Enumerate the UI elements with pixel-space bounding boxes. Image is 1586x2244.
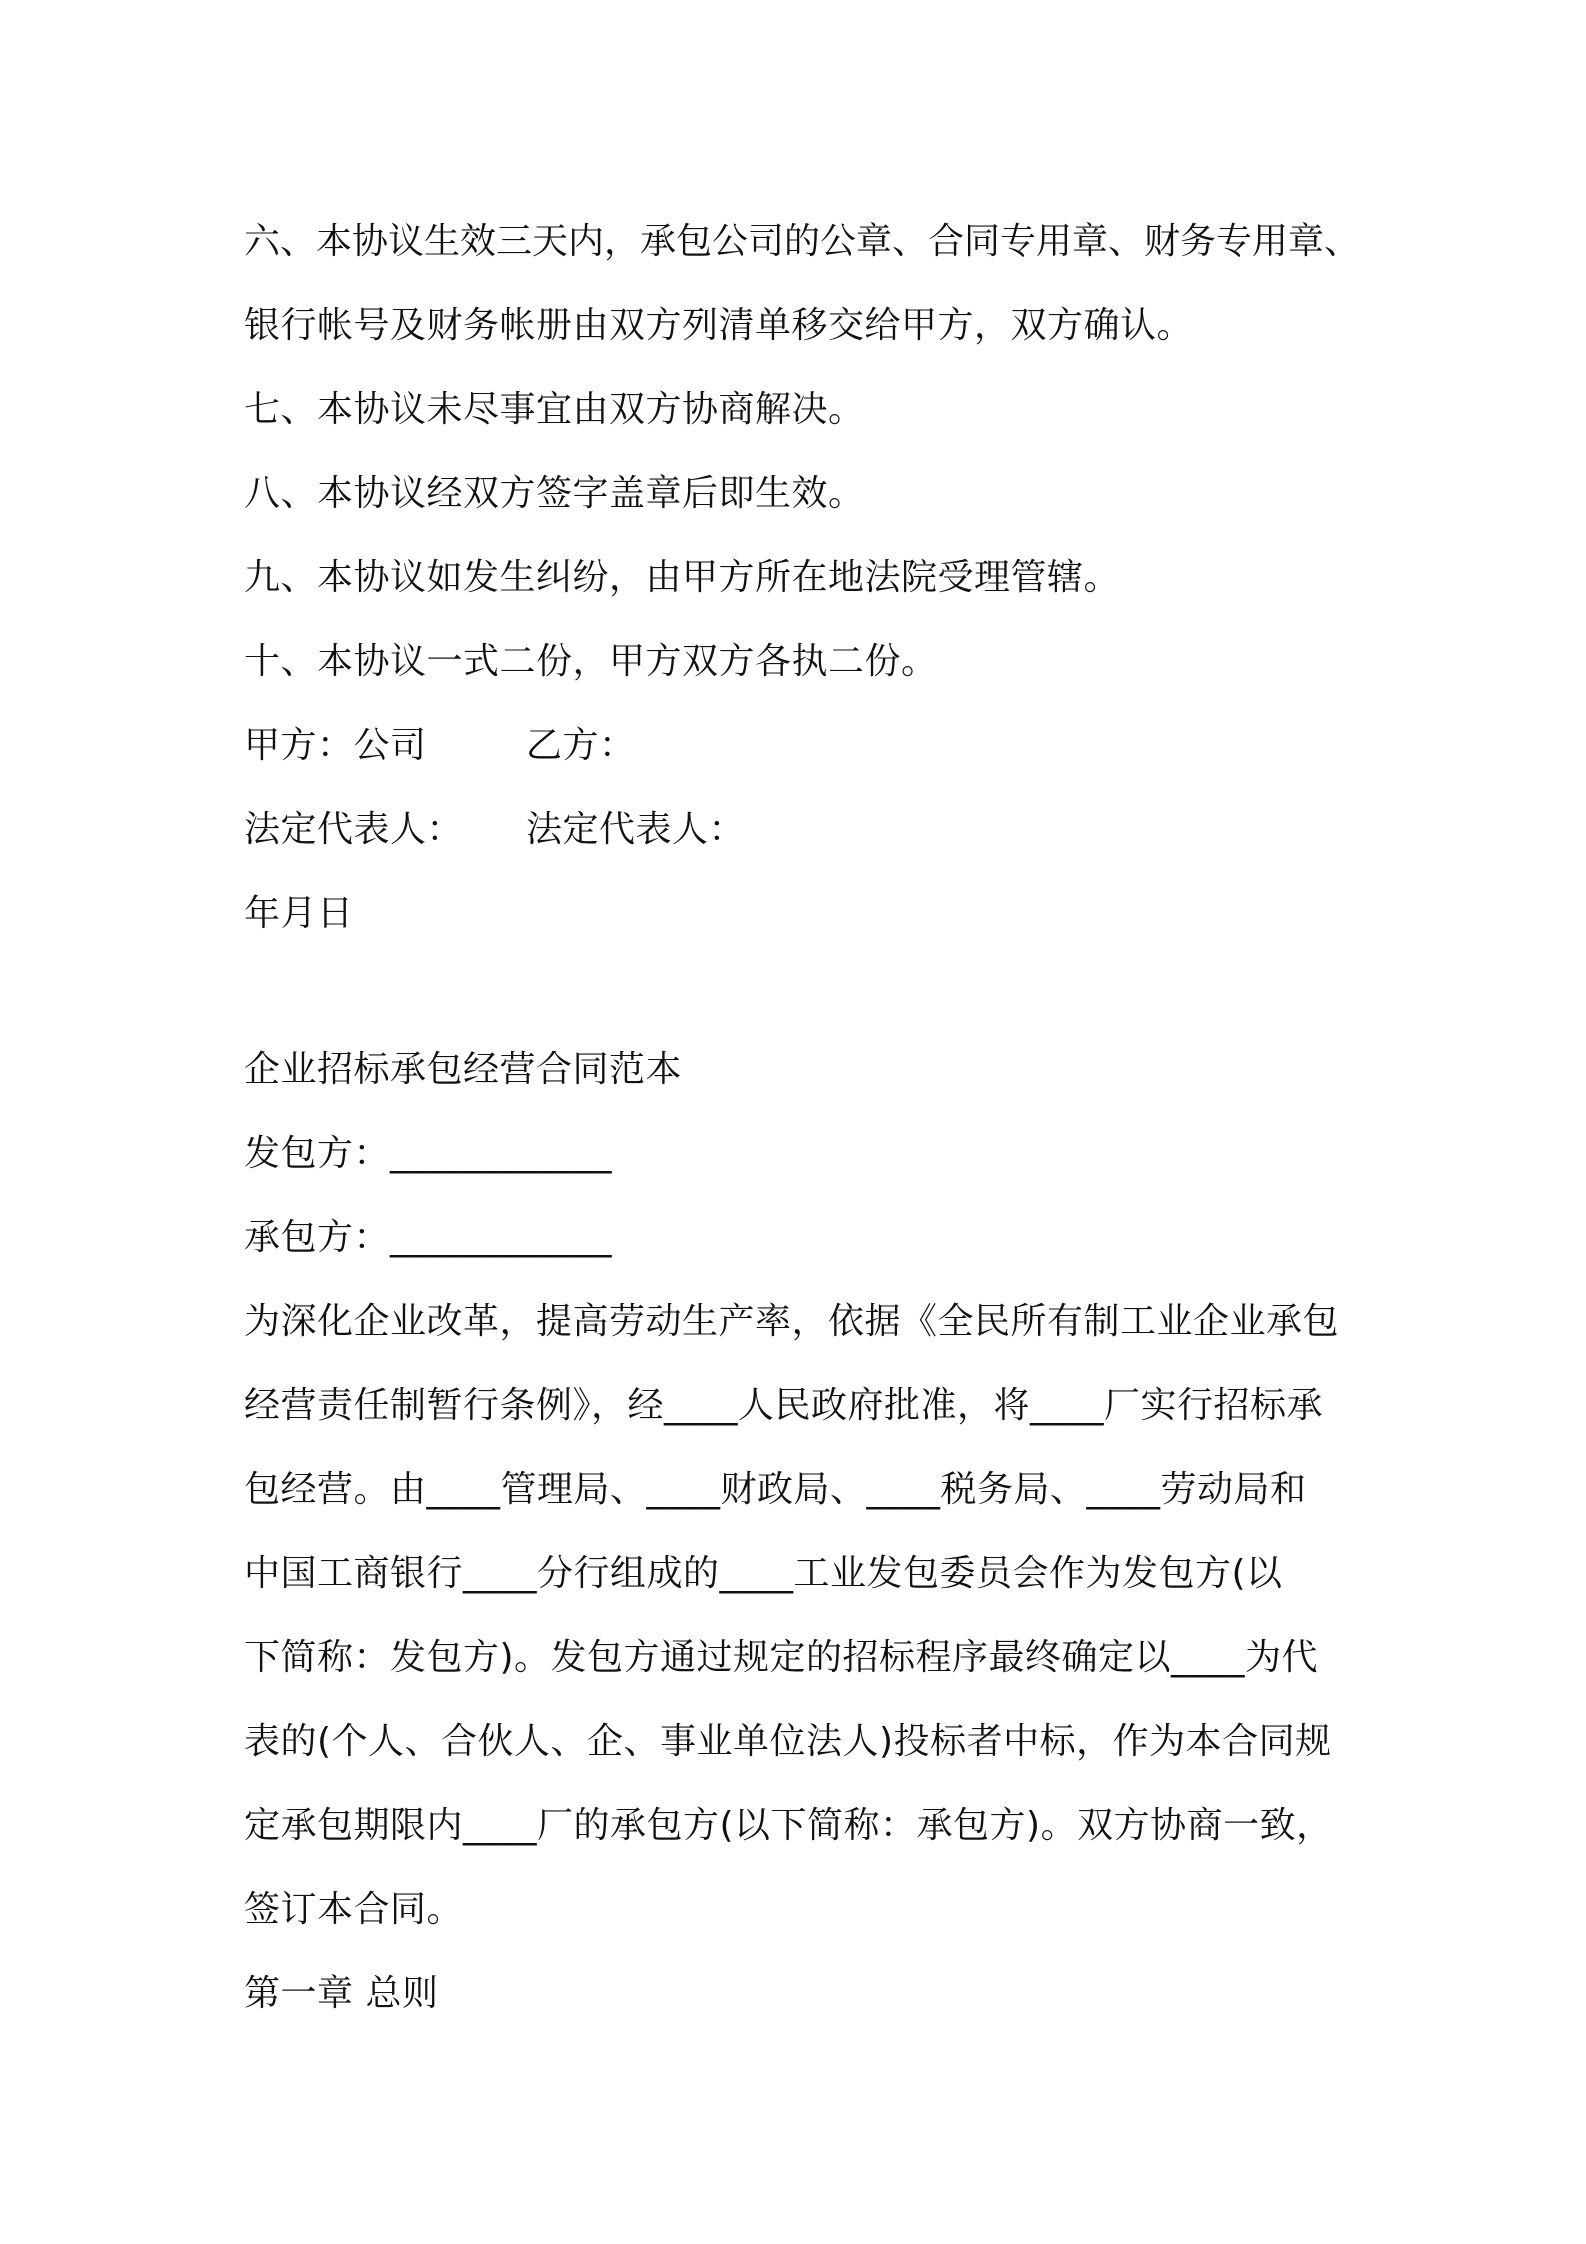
preamble-line-4: 中国工商银行____分行组成的____工业发包委员会作为发包方(以 <box>244 1553 1283 1594</box>
preamble-line-6: 表的(个人、合伙人、企、事业单位法人)投标者中标，作为本合同规 <box>244 1721 1332 1762</box>
contractor-field: 承包方：____________ <box>244 1217 613 1258</box>
document-page <box>244 200 1364 2036</box>
preamble-line-1: 为深化企业改革，提高劳动生产率，依据《全民所有制工业企业承包 <box>244 1301 1340 1342</box>
chapter-heading: 第一章 总则 <box>244 1973 439 2014</box>
issuer-field: 发包方：____________ <box>244 1133 613 1174</box>
clause-6-line-1: 六、本协议生效三天内，承包公司的公章、合同专用章、财务专用章、 <box>244 221 1361 262</box>
signature-parties-row <box>244 704 1364 788</box>
preamble-line-7: 定承包期限内____厂的承包方(以下简称：承包方)。双方协商一致， <box>244 1805 1333 1846</box>
preamble-line-2: 经营责任制暂行条例》，经____人民政府批准，将____厂实行招标承 <box>244 1385 1324 1426</box>
clause-6-line-2: 银行帐号及财务帐册由双方列清单移交给甲方，双方确认。 <box>244 305 1194 346</box>
clause-8: 八、本协议经双方签字盖章后即生效。 <box>244 473 865 514</box>
clause-9: 九、本协议如发生纠纷，由甲方所在地法院受理管辖。 <box>244 557 1121 598</box>
party-a-label: 甲方：公司 <box>244 725 427 766</box>
signature-representatives-row <box>244 788 1364 872</box>
section-spacer <box>244 956 1364 1028</box>
representative-b-label: 法定代表人： <box>526 809 746 850</box>
clause-7: 七、本协议未尽事宜由双方协商解决。 <box>244 389 865 430</box>
contract-title: 企业招标承包经营合同范本 <box>244 1049 683 1090</box>
signature-date: 年月日 <box>244 893 354 934</box>
party-b-label: 乙方： <box>526 725 636 766</box>
clause-10: 十、本协议一式二份，甲方双方各执二份。 <box>244 641 938 682</box>
preamble-line-3: 包经营。由____管理局、____财政局、____税务局、____劳动局和 <box>244 1469 1307 1510</box>
representative-a-label: 法定代表人： <box>244 809 464 850</box>
preamble-line-5: 下简称：发包方)。发包方通过规定的招标程序最终确定以____为代 <box>244 1637 1319 1678</box>
preamble-line-8: 签订本合同。 <box>244 1889 464 1930</box>
